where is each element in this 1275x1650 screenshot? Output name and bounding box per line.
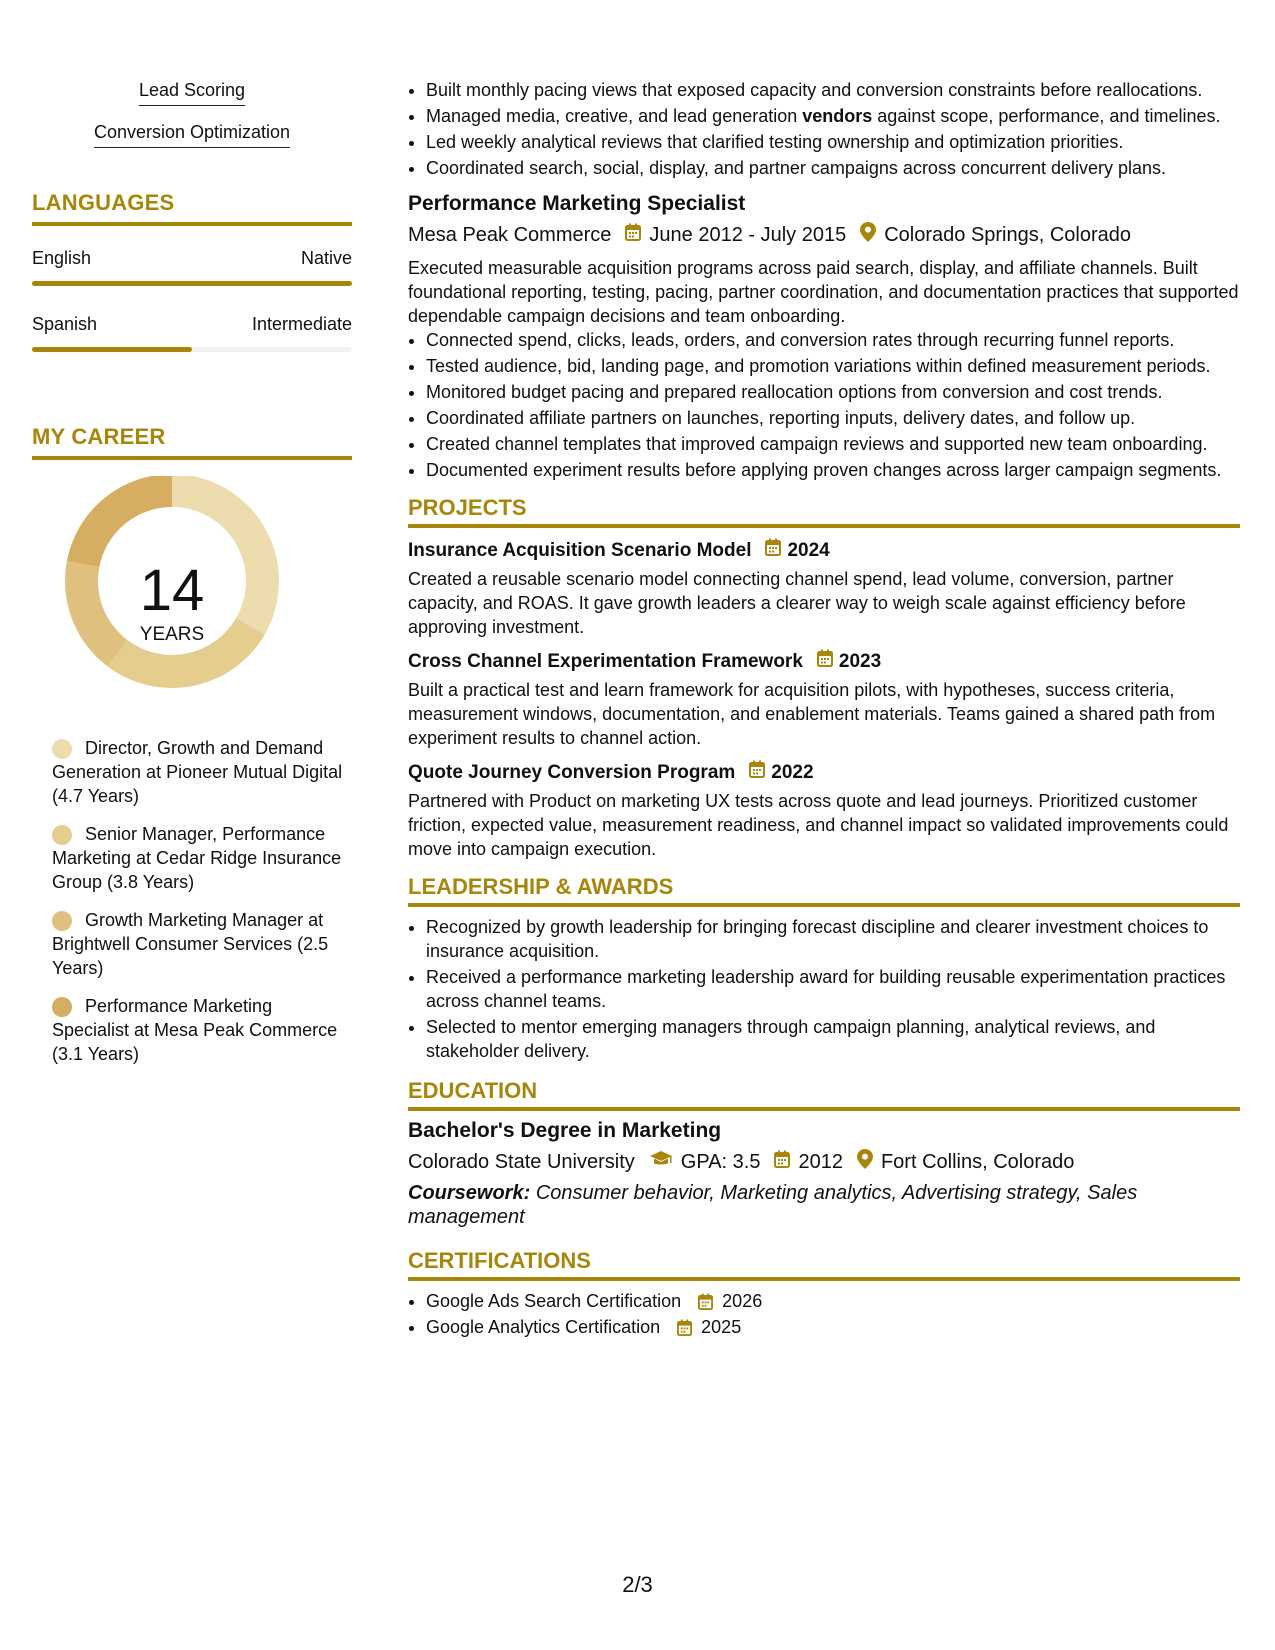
section-divider [408, 524, 1240, 528]
project-title: Insurance Acquisition Scenario Model [408, 539, 752, 561]
section-divider [408, 1277, 1240, 1281]
project-year: 2024 [787, 539, 830, 561]
donut-segment-4 [67, 476, 172, 567]
bullet-item: • Received a performance marketing leadership award for building reusable experimentation practices across channel teams. [426, 965, 1240, 1013]
skill-item: Lead Scoring [32, 80, 352, 106]
bullet-item: • Led weekly analytical reviews that clarified testing ownership and optimization priorities. [426, 130, 1240, 154]
legend-dot [52, 739, 72, 759]
left-column [32, 80, 352, 1080]
legend-dot [52, 997, 72, 1017]
career-total: 14 [139, 558, 205, 623]
leadership-list [408, 915, 1240, 1063]
section-title: CERTIFICATIONS [408, 1248, 591, 1273]
language-row [32, 314, 352, 352]
certification-item [426, 1315, 1240, 1339]
job-entry [408, 192, 1240, 482]
section-title: EDUCATION [408, 1078, 538, 1103]
calendar-icon [625, 223, 641, 247]
project-entry [408, 538, 1240, 639]
bullet-item: • Recognized by growth leadership for bringing forecast discipline and clearer investment choices to insurance acquisition. [426, 915, 1240, 963]
language-bar-fill [32, 281, 352, 286]
career-donut-chart [32, 476, 352, 726]
calendar-icon [677, 1319, 692, 1336]
legend-dot [52, 825, 72, 845]
project-title: Cross Channel Experimentation Framework [408, 650, 803, 672]
career-legend-item: Performance Marketing Specialist at Mesa Peak Commerce (3.1 Years) [52, 996, 338, 1064]
bullet-item: • Monitored budget pacing and prepared reallocation options from conversion and cost trends. [426, 380, 1240, 404]
job-summary: Executed measurable acquisition programs across paid search, display, and affiliate channels. Built foundational reporting, testing, pacing, partner coordination, and documentation practices that supported dependable campaign decisions and team onboarding. [408, 258, 1239, 326]
school-name: Colorado State University [408, 1151, 635, 1173]
bullet-item: • Selected to mentor emerging managers through campaign planning, analytical reviews, and stakeholder delivery. [426, 1015, 1240, 1063]
coursework-label: Coursework: [408, 1182, 531, 1204]
project-title-row [408, 760, 1240, 785]
section-divider [32, 222, 352, 226]
project-title-row [408, 538, 1240, 563]
job-meta [408, 222, 1240, 248]
section-title: LANGUAGES [32, 190, 175, 215]
job-dates: June 2012 - July 2015 [649, 224, 847, 246]
project-list [408, 538, 1240, 861]
job-title: Performance Marketing Specialist [408, 192, 746, 215]
project-title: Quote Journey Conversion Program [408, 761, 736, 783]
right-column [408, 78, 1240, 1341]
project-entry [408, 649, 1240, 750]
languages-section [32, 190, 352, 352]
language-bar [32, 347, 352, 352]
language-name: Spanish [32, 314, 98, 334]
job-location: Colorado Springs, Colorado [884, 224, 1132, 246]
map-pin-icon [860, 222, 876, 248]
job-bullets [408, 328, 1240, 482]
map-pin-icon [857, 1149, 873, 1175]
project-description: Partnered with Product on marketing UX tests across quote and lead journeys. Prioritized customer friction, expected value, measurement readiness, and channel impact so validated improvements could move into campaign execution. [408, 791, 1229, 859]
experience-bullets-continued [408, 78, 1240, 180]
career-legend-item: Director, Growth and Demand Generation at Pioneer Mutual Digital (4.7 Years) [52, 738, 343, 806]
project-title-row [408, 649, 1240, 674]
career-legend-item: Growth Marketing Manager at Brightwell Consumer Services (2.5 Years) [52, 910, 329, 978]
language-name: English [32, 248, 92, 268]
school-location: Fort Collins, Colorado [880, 1151, 1075, 1173]
calendar-icon [749, 760, 765, 785]
career-unit: YEARS [139, 624, 205, 645]
section-title: LEADERSHIP & AWARDS [408, 874, 674, 899]
language-bar-fill [32, 347, 192, 352]
page-number: 2/3 [622, 1572, 653, 1597]
calendar-icon [698, 1293, 713, 1310]
certification-name: Google Ads Search Certification [426, 1291, 682, 1311]
section-divider [408, 903, 1240, 907]
certification-year: 2025 [701, 1317, 742, 1337]
career-legend [32, 736, 352, 1066]
degree-title: Bachelor's Degree in Marketing [408, 1119, 722, 1142]
language-bar [32, 281, 352, 286]
language-level: Native [300, 248, 352, 268]
section-divider [408, 1107, 1240, 1111]
calendar-icon [817, 649, 833, 674]
bullet-item: • Coordinated affiliate partners on launches, reporting inputs, delivery dates, and follow up. [426, 406, 1240, 430]
legend-dot [52, 911, 72, 931]
gpa: GPA: 3.5 [680, 1151, 761, 1173]
language-level: Intermediate [251, 314, 352, 334]
section-title: MY CAREER [32, 424, 166, 449]
career-legend-item: Senior Manager, Performance Marketing at Cedar Ridge Insurance Group (3.8 Years) [52, 824, 342, 892]
graduation-year: 2012 [798, 1151, 843, 1173]
career-section [32, 424, 352, 1066]
language-row [32, 248, 352, 286]
education-section [408, 1079, 1240, 1229]
section-title: PROJECTS [408, 495, 527, 520]
coursework [408, 1181, 1240, 1229]
bullet-item: • Managed media, creative, and lead generation vendors against scope, performance, and timelines. [426, 104, 1240, 128]
certifications-section [408, 1249, 1240, 1339]
graduation-cap-icon [649, 1150, 673, 1174]
bullet-item: • Built monthly pacing views that exposed capacity and conversion constraints before reallocations. [426, 78, 1240, 102]
certification-year: 2026 [722, 1291, 763, 1311]
education-meta [408, 1149, 1240, 1175]
projects-section [408, 496, 1240, 861]
project-description: Created a reusable scenario model connecting channel spend, lead volume, conversion, partner capacity, and ROAS. It gave growth leaders a clearer way to weigh scale against efficiency before approving investment. [408, 569, 1186, 637]
section-divider [32, 456, 352, 460]
project-entry [408, 760, 1240, 861]
certification-item [426, 1289, 1240, 1313]
skill-item: Conversion Optimization [32, 122, 352, 148]
certification-name: Google Analytics Certification [426, 1317, 661, 1337]
project-year: 2022 [771, 761, 814, 783]
bullet-item: • Coordinated search, social, display, and partner campaigns across concurrent delivery plans. [426, 156, 1240, 180]
calendar-icon [774, 1150, 790, 1174]
project-description: Built a practical test and learn framework for acquisition pilots, with hypotheses, success criteria, measurement windows, documentation, and enablement materials. Teams gained a shared path from experiment results to channel action. [408, 680, 1216, 748]
bullet-item: • Tested audience, bid, landing page, and promotion variations within defined measurement periods. [426, 354, 1240, 378]
coursework-list: Consumer behavior, Marketing analytics, Advertising strategy, Sales management [408, 1182, 1138, 1228]
leadership-section [408, 875, 1240, 1063]
bullet-item: • Created channel templates that improved campaign reviews and supported new team onboarding. [426, 432, 1240, 456]
bullet-item: • Documented experiment results before applying proven changes across larger campaign segments. [426, 458, 1240, 482]
calendar-icon [765, 538, 781, 563]
job-company: Mesa Peak Commerce [408, 224, 612, 246]
bullet-item: • Connected spend, clicks, leads, orders, and conversion rates through recurring funnel reports. [426, 328, 1240, 352]
certification-list [408, 1289, 1240, 1339]
project-year: 2023 [838, 650, 882, 672]
